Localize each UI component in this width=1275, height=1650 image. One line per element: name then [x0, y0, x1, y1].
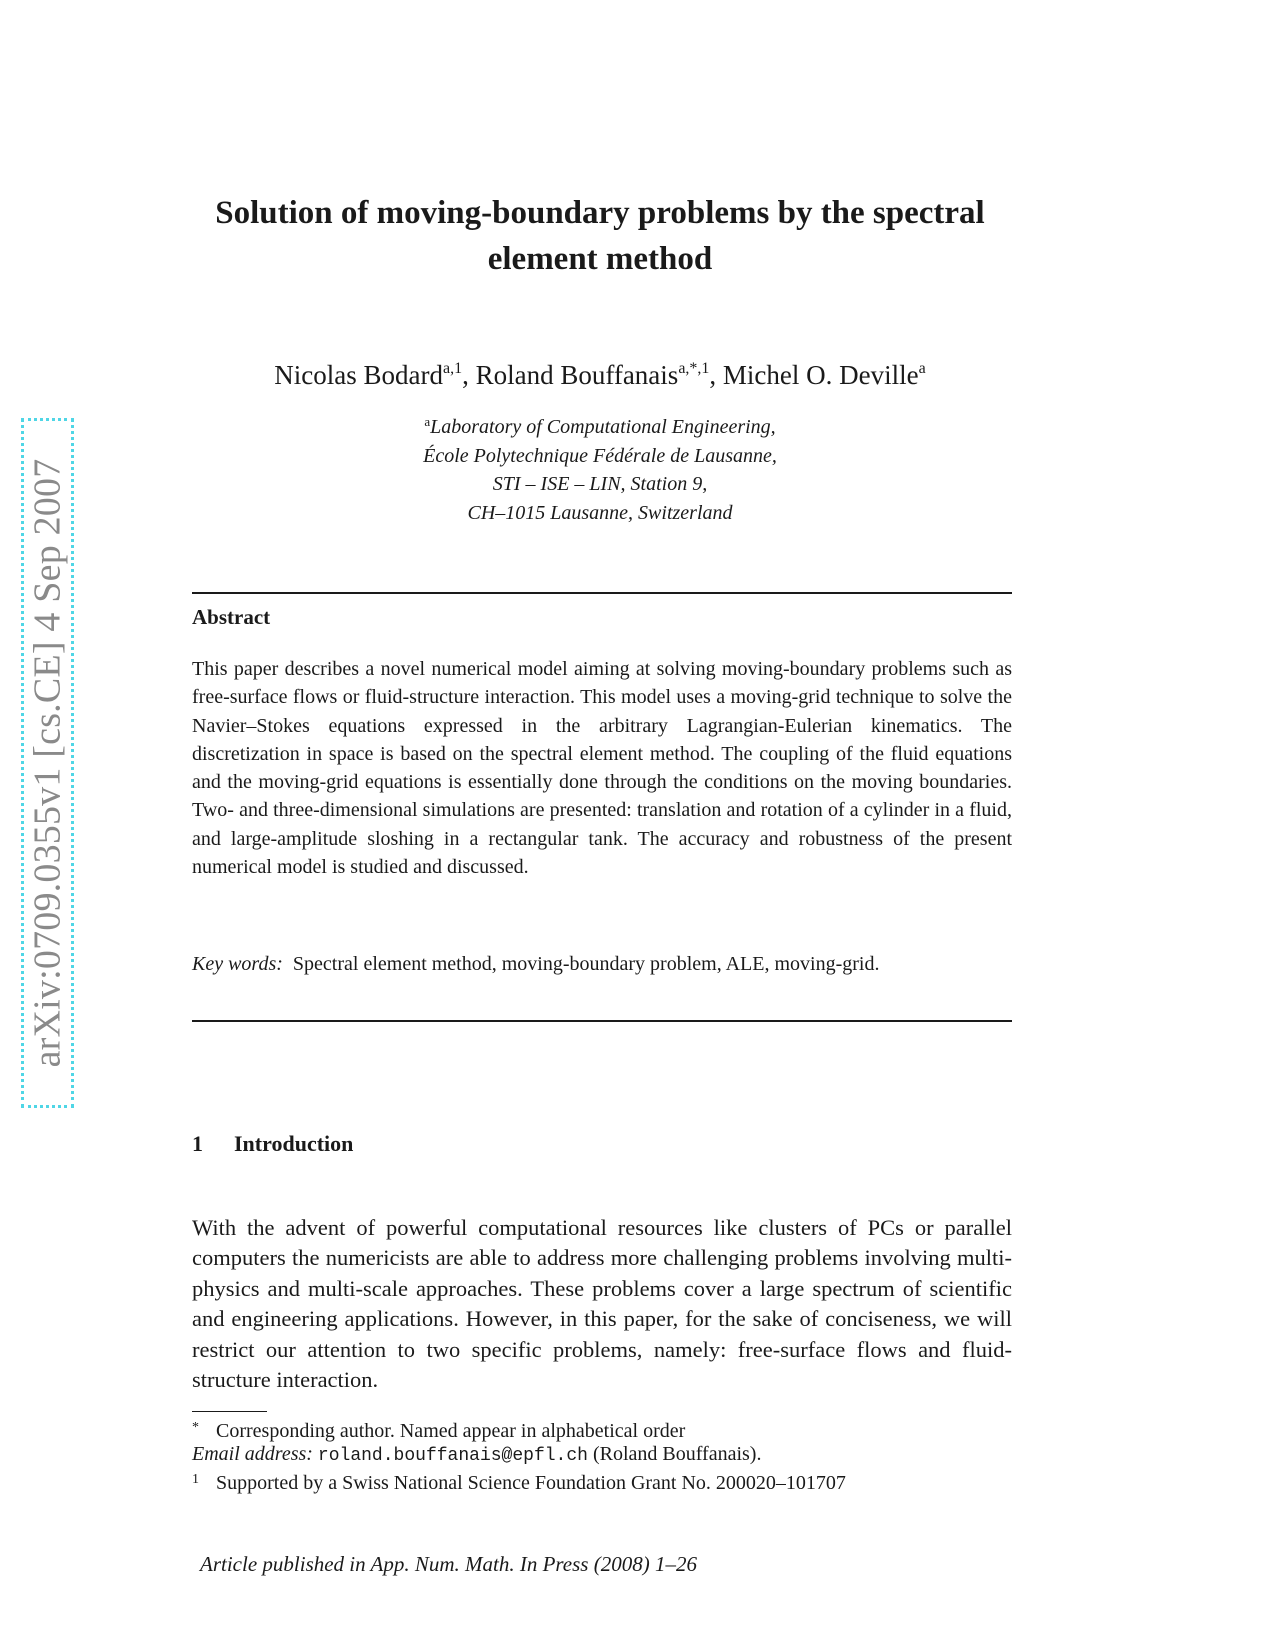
author: Michel O. Deville$^a$ [722, 360, 926, 390]
section-number: 1 [192, 1131, 203, 1156]
affiliation-line: $^a$Laboratory of Computational Engineering, [424, 414, 776, 438]
keywords-text: Spectral element method, moving-boundary problem, ALE, moving-grid. [292, 953, 880, 975]
publication-note: Article published in App. Num. Math. In Press (2008) 1–26 [200, 1552, 697, 1576]
section-heading [192, 1131, 353, 1157]
arxiv-stamp [21, 418, 74, 1108]
affiliation-line: École Polytechnique Fédérale de Lausanne, [423, 444, 777, 467]
abstract-heading: Abstract [192, 605, 271, 629]
footnote-email: Email address: roland.bouffanais@epfl.ch (Roland Bouffanais). [192, 1443, 762, 1466]
affiliation-line: STI – ISE – LIN, Station 9, [492, 473, 708, 495]
author: Nicolas Bodard$^{a,1}$, [274, 360, 476, 390]
abstract-top-rule [192, 592, 1012, 594]
paper-title: Solution of moving-boundary problems by the spectral element method [215, 195, 985, 277]
intro-paragraph: With the advent of powerful computational resources like clusters of PCs or parallel computers the numericists are able to address more challenging problems involving multi-physics and multi-scale approaches. These problems cover a large spectrum of scientific and engineering applications. However, in this paper, for the sake of conciseness, we will restrict our attention to two specific problems, namely: free-surface flows and fluid-structure interaction. [192, 1215, 1012, 1393]
affiliation [300, 413, 900, 527]
affiliation-line: CH–1015 Lausanne, Switzerland [467, 501, 733, 524]
author: Roland Bouffanais$^{a,*,1}$, [475, 360, 723, 390]
section-title: Introduction [234, 1131, 354, 1156]
abstract-text: This paper describes a novel numerical model aiming at solving moving-boundary problems such as free-surface flows or fluid-structure interaction. This model uses a moving-grid technique to solve the Navier–Stokes equations expressed in the arbitrary Lagrangian-Eulerian kinematics. The discretization in space is based on the spectral element method. The coupling of the fluid equations and the moving-grid equations is essentially done through the conditions on the moving boundaries. Two- and three-dimensional simulations are presented: translation and rotation of a cylinder in a fluid, and large-amplitude sloshing in a rectangular tank. The accuracy and robustness of the present numerical model is studied and discussed. [192, 658, 1012, 879]
author-list [180, 358, 1020, 392]
footnote-grant: 1 Supported by a Swiss National Science Foundation Grant No. 200020–101707 [192, 1472, 846, 1494]
footnote-rule [192, 1411, 267, 1412]
keywords [192, 951, 1012, 978]
arxiv-id: arXiv:0709.0355v1 [cs.CE] 4 Sep 2007 [26, 458, 69, 1068]
email-address[interactable]: roland.bouffanais@epfl.ch [317, 1446, 588, 1466]
keywords-label: Key words: [192, 953, 283, 975]
abstract-bottom-rule [192, 1020, 1012, 1022]
footnote-corresponding: * Corresponding author. Named appear in alphabetical order [192, 1420, 686, 1442]
